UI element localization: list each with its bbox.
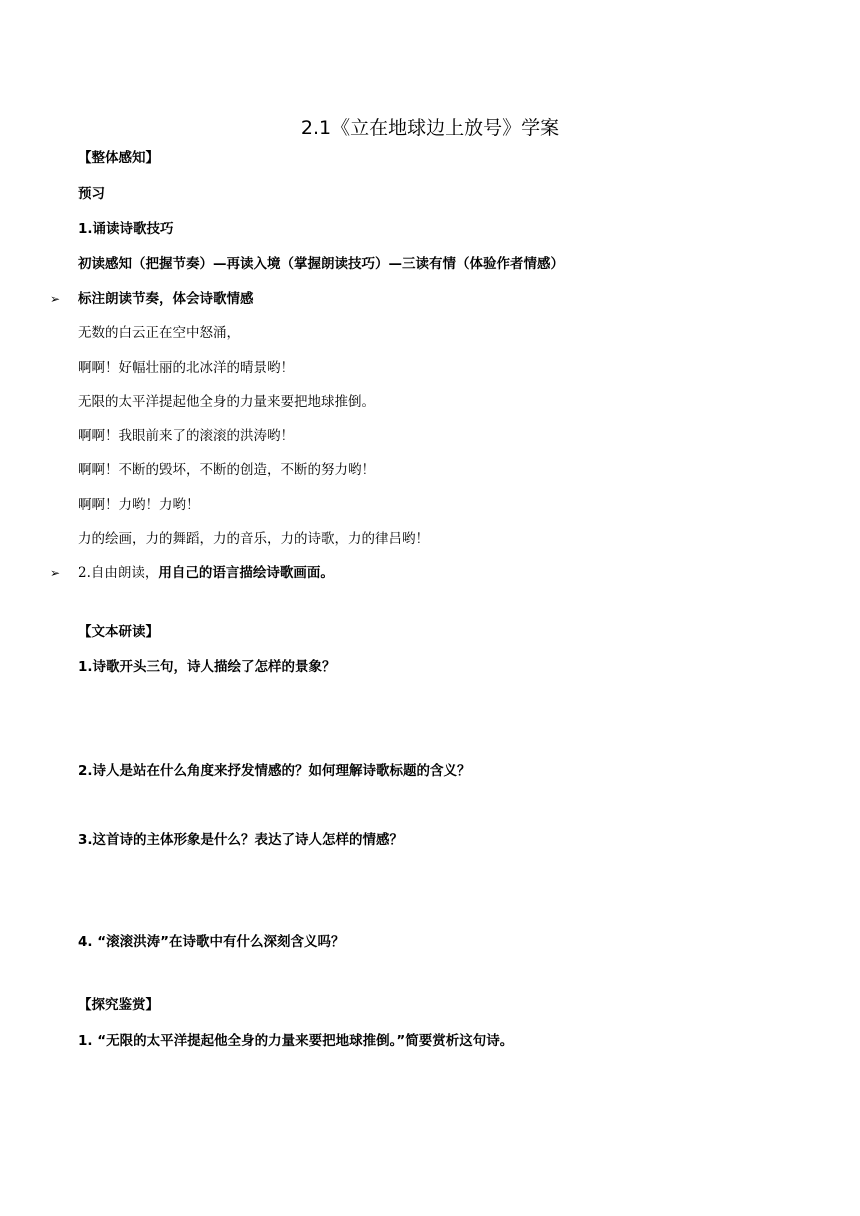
bullet-arrow-icon: ➢ xyxy=(50,292,61,306)
preview-label: 预习 xyxy=(78,186,105,202)
section-heading-overall: 【整体感知】 xyxy=(78,150,159,166)
question: 3.这首诗的主体形象是什么？表达了诗人怎样的情感？ xyxy=(78,832,404,848)
poem-line: 啊啊！好幅壮丽的北冰洋的晴景哟！ xyxy=(78,360,294,376)
task-mark-rhythm: 标注朗读节奏，体会诗歌情感 xyxy=(78,291,254,307)
bullet-arrow-icon: ➢ xyxy=(50,566,61,580)
task-free-reading-prefix: 2.自由朗读， xyxy=(78,565,159,581)
poem-line: 啊啊！不断的毁坏，不断的创造，不断的努力哟！ xyxy=(78,462,375,478)
item-recitation-skills: 1.诵读诗歌技巧 xyxy=(78,221,174,237)
task-free-reading xyxy=(78,564,334,582)
poem-line: 啊啊！我眼前来了的滚滚的洪涛哟！ xyxy=(78,428,294,444)
poem-line: 无数的白云正在空中怒涌， xyxy=(78,325,240,341)
poem-line: 啊啊！力哟！力哟！ xyxy=(78,497,200,513)
question: 2.诗人是站在什么角度来抒发情感的？如何理解诗歌标题的含义？ xyxy=(78,763,471,779)
task-free-reading-emphasis: 用自己的语言描绘诗歌画面。 xyxy=(158,565,334,581)
poem-line: 力的绘画，力的舞蹈，力的音乐，力的诗歌，力的律吕哟！ xyxy=(78,531,429,547)
question: 4. “滚滚洪涛”在诗歌中有什么深刻含义吗？ xyxy=(78,934,345,950)
question: 1. “无限的太平洋提起他全身的力量来要把地球推倒。”简要赏析这句诗。 xyxy=(78,1033,514,1049)
reading-steps: 初读感知（把握节奏）—再读入境（掌握朗读技巧）—三读有情（体验作者情感） xyxy=(78,256,564,272)
page-title: 2.1《立在地球边上放号》学案 xyxy=(300,117,560,139)
question: 1.诗歌开头三句，诗人描绘了怎样的景象？ xyxy=(78,659,336,675)
poem-line: 无限的太平洋提起他全身的力量来要把地球推倒。 xyxy=(78,394,375,410)
section-heading-text-study: 【文本研读】 xyxy=(78,624,159,640)
section-heading-appreciation: 【探究鉴赏】 xyxy=(78,997,159,1013)
